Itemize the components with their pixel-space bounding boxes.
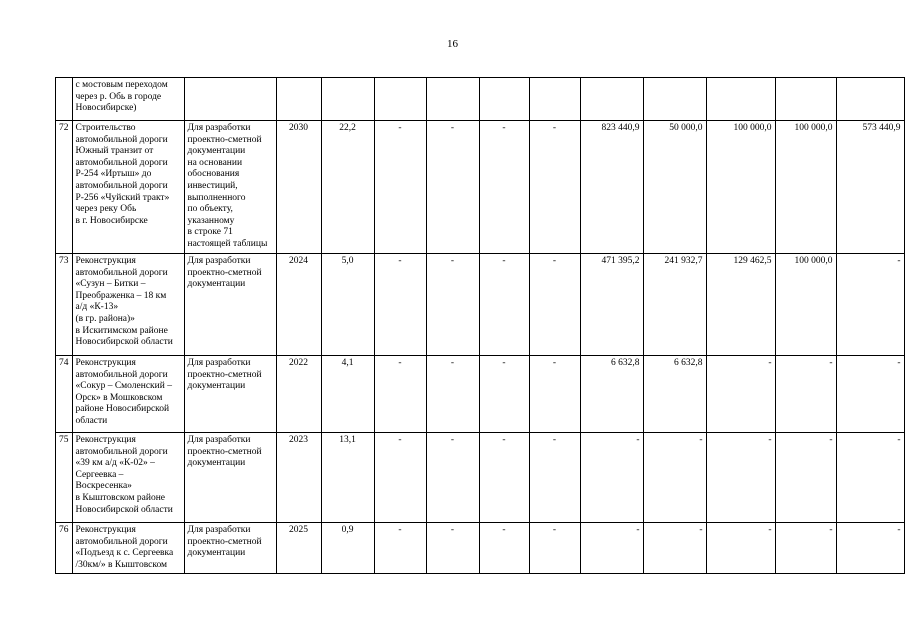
row-number-cell [56, 78, 73, 121]
value-2-cell: - [426, 121, 479, 254]
length-km-cell: 22,2 [321, 121, 374, 254]
table-row [56, 433, 905, 523]
table-row [56, 523, 905, 574]
row-number-cell: 76 [56, 523, 73, 574]
value-4-cell [529, 78, 580, 121]
year-cell: 2023 [276, 433, 321, 523]
purpose-cell [184, 78, 276, 121]
row-number-cell: 73 [56, 254, 73, 356]
value-2-cell: - [426, 523, 479, 574]
total-amount-cell: - [580, 523, 643, 574]
amount-year-2-cell: 129 462,5 [706, 254, 775, 356]
amount-year-3-cell: 100 000,0 [775, 254, 836, 356]
value-4-cell: - [529, 121, 580, 254]
row-number-cell: 72 [56, 121, 73, 254]
value-4-cell: - [529, 356, 580, 433]
amount-year-1-cell: 241 932,7 [643, 254, 706, 356]
row-number-cell: 75 [56, 433, 73, 523]
year-cell: 2024 [276, 254, 321, 356]
object-name-cell: Реконструкция автомобильной дороги «Сокур – Смоленский – Орск» в Мошковском районе Новосибирской области [72, 356, 184, 433]
total-amount-cell: 823 440,9 [580, 121, 643, 254]
object-name-cell: с мостовым переходом через р. Обь в городе Новосибирске) [72, 78, 184, 121]
value-2-cell: - [426, 433, 479, 523]
value-4-cell: - [529, 523, 580, 574]
amount-year-3-cell [775, 78, 836, 121]
amount-year-3-cell: - [775, 523, 836, 574]
road-projects-table [55, 77, 905, 574]
value-1-cell: - [374, 433, 426, 523]
object-name-cell: Строительство автомобильной дороги Южный транзит от автомобильной дороги Р-254 «Иртыш» до автомобильной дороги Р-256 «Чуйский тракт» через реку Обь в г. Новосибирске [72, 121, 184, 254]
object-name-cell: Реконструкция автомобильной дороги «39 км а/д «К-02» – Сергеевка – Воскресенка» в Кыштовском районе Новосибирской области [72, 433, 184, 523]
amount-year-3-cell: 100 000,0 [775, 121, 836, 254]
value-1-cell [374, 78, 426, 121]
amount-year-1-cell: - [643, 523, 706, 574]
amount-year-1-cell: 6 632,8 [643, 356, 706, 433]
length-km-cell: 5,0 [321, 254, 374, 356]
year-cell: 2022 [276, 356, 321, 433]
length-km-cell: 0,9 [321, 523, 374, 574]
value-3-cell: - [479, 523, 529, 574]
value-3-cell: - [479, 254, 529, 356]
amount-year-1-cell [643, 78, 706, 121]
total-amount-cell [580, 78, 643, 121]
table-row [56, 254, 905, 356]
value-3-cell [479, 78, 529, 121]
year-cell: 2030 [276, 121, 321, 254]
amount-year-2-cell: - [706, 523, 775, 574]
amount-year-4-cell: - [836, 356, 904, 433]
amount-year-2-cell: - [706, 356, 775, 433]
row-number-cell: 74 [56, 356, 73, 433]
value-1-cell: - [374, 523, 426, 574]
table-row [56, 121, 905, 254]
amount-year-4-cell [836, 78, 904, 121]
value-4-cell: - [529, 433, 580, 523]
purpose-cell: Для разработки проектно-сметной документации на основании обоснования инвестиций, выполненного по объекту, указанному в строке 71 настоящей таблицы [184, 121, 276, 254]
year-cell: 2025 [276, 523, 321, 574]
value-3-cell: - [479, 356, 529, 433]
value-1-cell: - [374, 121, 426, 254]
total-amount-cell: 471 395,2 [580, 254, 643, 356]
amount-year-3-cell: - [775, 356, 836, 433]
total-amount-cell: 6 632,8 [580, 356, 643, 433]
amount-year-3-cell: - [775, 433, 836, 523]
length-km-cell: 4,1 [321, 356, 374, 433]
value-2-cell [426, 78, 479, 121]
value-1-cell: - [374, 356, 426, 433]
value-1-cell: - [374, 254, 426, 356]
length-km-cell [321, 78, 374, 121]
length-km-cell: 13,1 [321, 433, 374, 523]
purpose-cell: Для разработки проектно-сметной документации [184, 356, 276, 433]
amount-year-4-cell: - [836, 523, 904, 574]
amount-year-4-cell: 573 440,9 [836, 121, 904, 254]
amount-year-2-cell [706, 78, 775, 121]
table-row [56, 356, 905, 433]
object-name-cell: Реконструкция автомобильной дороги «Сузун – Битки – Преображенка – 18 км а/д «К-13» (в гр. района)» в Искитимском районе Новосибирской области [72, 254, 184, 356]
amount-year-4-cell: - [836, 433, 904, 523]
total-amount-cell: - [580, 433, 643, 523]
amount-year-1-cell: 50 000,0 [643, 121, 706, 254]
year-cell [276, 78, 321, 121]
object-name-cell: Реконструкция автомобильной дороги «Подъезд к с. Сергеевка /30км/» в Кыштовском [72, 523, 184, 574]
purpose-cell: Для разработки проектно-сметной документации [184, 433, 276, 523]
amount-year-2-cell: 100 000,0 [706, 121, 775, 254]
value-4-cell: - [529, 254, 580, 356]
value-3-cell: - [479, 121, 529, 254]
amount-year-4-cell: - [836, 254, 904, 356]
page-number: 16 [447, 38, 458, 50]
table-row [56, 78, 905, 121]
value-3-cell: - [479, 433, 529, 523]
value-2-cell: - [426, 356, 479, 433]
purpose-cell: Для разработки проектно-сметной документации [184, 254, 276, 356]
purpose-cell: Для разработки проектно-сметной документации [184, 523, 276, 574]
amount-year-2-cell: - [706, 433, 775, 523]
value-2-cell: - [426, 254, 479, 356]
amount-year-1-cell: - [643, 433, 706, 523]
